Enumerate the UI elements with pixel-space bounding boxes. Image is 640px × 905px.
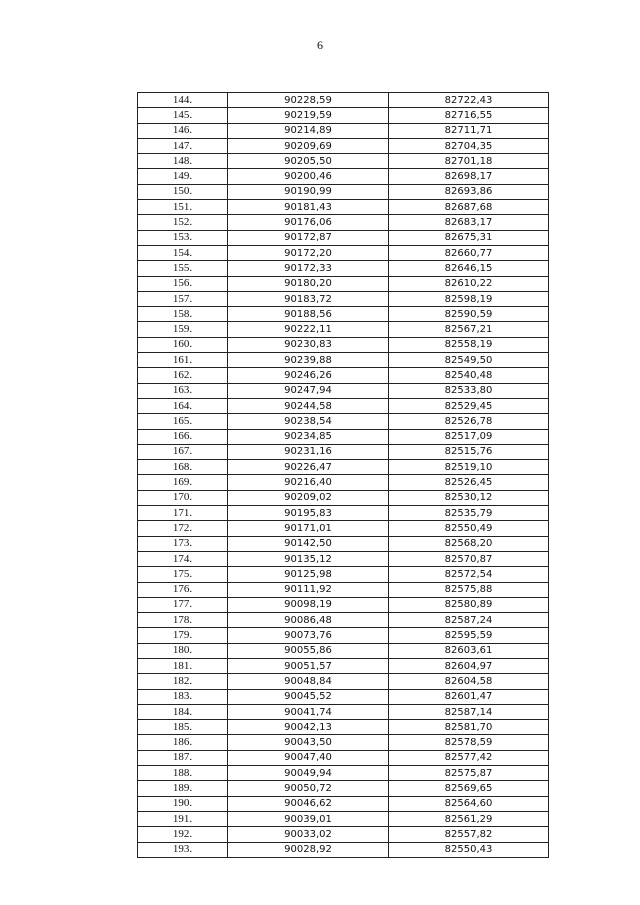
point-number-cell: 187. [138, 750, 228, 765]
y-coordinate-cell: 82646,15 [389, 261, 549, 276]
y-coordinate-cell: 82568,20 [389, 536, 549, 551]
point-number-cell: 150. [138, 184, 228, 199]
y-coordinate-cell: 82549,50 [389, 353, 549, 368]
table-row [138, 704, 549, 719]
point-number-cell: 145. [138, 108, 228, 123]
point-number-cell: 167. [138, 444, 228, 459]
point-number-cell: 162. [138, 368, 228, 383]
point-number-cell: 175. [138, 567, 228, 582]
point-number-cell: 181. [138, 658, 228, 673]
table-row [138, 781, 549, 796]
table-row [138, 215, 549, 230]
table-row [138, 613, 549, 628]
x-coordinate-cell: 90045,52 [228, 689, 389, 704]
point-number-cell: 191. [138, 811, 228, 826]
x-coordinate-cell: 90049,94 [228, 766, 389, 781]
x-coordinate-cell: 90172,20 [228, 245, 389, 260]
y-coordinate-cell: 82704,35 [389, 138, 549, 153]
table-row [138, 475, 549, 490]
point-number-cell: 176. [138, 582, 228, 597]
y-coordinate-cell: 82716,55 [389, 108, 549, 123]
y-coordinate-cell: 82595,59 [389, 628, 549, 643]
x-coordinate-cell: 90039,01 [228, 811, 389, 826]
point-number-cell: 161. [138, 353, 228, 368]
y-coordinate-cell: 82577,42 [389, 750, 549, 765]
x-coordinate-cell: 90142,50 [228, 536, 389, 551]
x-coordinate-cell: 90172,87 [228, 230, 389, 245]
x-coordinate-cell: 90125,98 [228, 567, 389, 582]
table-row [138, 322, 549, 337]
table-row [138, 230, 549, 245]
y-coordinate-cell: 82519,10 [389, 460, 549, 475]
table-row [138, 796, 549, 811]
point-number-cell: 164. [138, 398, 228, 413]
table-row [138, 551, 549, 566]
x-coordinate-cell: 90209,02 [228, 490, 389, 505]
point-number-cell: 192. [138, 827, 228, 842]
x-coordinate-cell: 90073,76 [228, 628, 389, 643]
coordinates-table [137, 92, 549, 858]
x-coordinate-cell: 90219,59 [228, 108, 389, 123]
point-number-cell: 173. [138, 536, 228, 551]
table-row [138, 307, 549, 322]
table-row [138, 811, 549, 826]
table-row [138, 353, 549, 368]
table-row [138, 93, 549, 108]
point-number-cell: 169. [138, 475, 228, 490]
point-number-cell: 151. [138, 200, 228, 215]
point-number-cell: 186. [138, 735, 228, 750]
x-coordinate-cell: 90247,94 [228, 383, 389, 398]
point-number-cell: 193. [138, 842, 228, 857]
x-coordinate-cell: 90238,54 [228, 414, 389, 429]
point-number-cell: 190. [138, 796, 228, 811]
x-coordinate-cell: 90047,40 [228, 750, 389, 765]
y-coordinate-cell: 82567,21 [389, 322, 549, 337]
point-number-cell: 148. [138, 154, 228, 169]
y-coordinate-cell: 82570,87 [389, 551, 549, 566]
table-row [138, 429, 549, 444]
table-row [138, 368, 549, 383]
y-coordinate-cell: 82533,80 [389, 383, 549, 398]
x-coordinate-cell: 90050,72 [228, 781, 389, 796]
y-coordinate-cell: 82526,45 [389, 475, 549, 490]
y-coordinate-cell: 82530,12 [389, 490, 549, 505]
y-coordinate-cell: 82558,19 [389, 337, 549, 352]
y-coordinate-cell: 82587,14 [389, 704, 549, 719]
point-number-cell: 154. [138, 245, 228, 260]
table-row [138, 291, 549, 306]
point-number-cell: 144. [138, 93, 228, 108]
y-coordinate-cell: 82581,70 [389, 720, 549, 735]
point-number-cell: 179. [138, 628, 228, 643]
x-coordinate-cell: 90195,83 [228, 506, 389, 521]
y-coordinate-cell: 82590,59 [389, 307, 549, 322]
table-row [138, 674, 549, 689]
x-coordinate-cell: 90230,83 [228, 337, 389, 352]
table-row [138, 245, 549, 260]
y-coordinate-cell: 82515,76 [389, 444, 549, 459]
y-coordinate-cell: 82722,43 [389, 93, 549, 108]
point-number-cell: 146. [138, 123, 228, 138]
table-row [138, 398, 549, 413]
table-row [138, 766, 549, 781]
y-coordinate-cell: 82575,88 [389, 582, 549, 597]
y-coordinate-cell: 82569,65 [389, 781, 549, 796]
x-coordinate-cell: 90205,50 [228, 154, 389, 169]
y-coordinate-cell: 82572,54 [389, 567, 549, 582]
x-coordinate-cell: 90046,62 [228, 796, 389, 811]
y-coordinate-cell: 82526,78 [389, 414, 549, 429]
table-row [138, 689, 549, 704]
table-row [138, 521, 549, 536]
point-number-cell: 178. [138, 613, 228, 628]
x-coordinate-cell: 90172,33 [228, 261, 389, 276]
x-coordinate-cell: 90183,72 [228, 291, 389, 306]
y-coordinate-cell: 82561,29 [389, 811, 549, 826]
y-coordinate-cell: 82601,47 [389, 689, 549, 704]
y-coordinate-cell: 82660,77 [389, 245, 549, 260]
x-coordinate-cell: 90181,43 [228, 200, 389, 215]
table-row [138, 567, 549, 582]
x-coordinate-cell: 90222,11 [228, 322, 389, 337]
x-coordinate-cell: 90190,99 [228, 184, 389, 199]
table-row [138, 261, 549, 276]
point-number-cell: 180. [138, 643, 228, 658]
y-coordinate-cell: 82540,48 [389, 368, 549, 383]
x-coordinate-cell: 90231,16 [228, 444, 389, 459]
x-coordinate-cell: 90086,48 [228, 613, 389, 628]
table-row [138, 276, 549, 291]
y-coordinate-cell: 82550,49 [389, 521, 549, 536]
page-number: 6 [317, 38, 323, 52]
table-row [138, 444, 549, 459]
table-row [138, 720, 549, 735]
x-coordinate-cell: 90171,01 [228, 521, 389, 536]
table-row [138, 184, 549, 199]
table-row [138, 490, 549, 505]
table-row [138, 735, 549, 750]
x-coordinate-cell: 90188,56 [228, 307, 389, 322]
x-coordinate-cell: 90239,88 [228, 353, 389, 368]
y-coordinate-cell: 82575,87 [389, 766, 549, 781]
y-coordinate-cell: 82550,43 [389, 842, 549, 857]
point-number-cell: 155. [138, 261, 228, 276]
x-coordinate-cell: 90176,06 [228, 215, 389, 230]
point-number-cell: 149. [138, 169, 228, 184]
table-row [138, 337, 549, 352]
table-row [138, 383, 549, 398]
point-number-cell: 158. [138, 307, 228, 322]
table-row [138, 123, 549, 138]
x-coordinate-cell: 90180,20 [228, 276, 389, 291]
y-coordinate-cell: 82610,22 [389, 276, 549, 291]
y-coordinate-cell: 82578,59 [389, 735, 549, 750]
y-coordinate-cell: 82517,09 [389, 429, 549, 444]
x-coordinate-cell: 90051,57 [228, 658, 389, 673]
x-coordinate-cell: 90098,19 [228, 597, 389, 612]
table-row [138, 414, 549, 429]
table-row [138, 536, 549, 551]
point-number-cell: 170. [138, 490, 228, 505]
y-coordinate-cell: 82604,97 [389, 658, 549, 673]
y-coordinate-cell: 82564,60 [389, 796, 549, 811]
table-row [138, 154, 549, 169]
point-number-cell: 184. [138, 704, 228, 719]
point-number-cell: 159. [138, 322, 228, 337]
y-coordinate-cell: 82683,17 [389, 215, 549, 230]
x-coordinate-cell: 90214,89 [228, 123, 389, 138]
y-coordinate-cell: 82587,24 [389, 613, 549, 628]
x-coordinate-cell: 90216,40 [228, 475, 389, 490]
point-number-cell: 153. [138, 230, 228, 245]
x-coordinate-cell: 90028,92 [228, 842, 389, 857]
coordinates-table-body [138, 93, 549, 858]
y-coordinate-cell: 82598,19 [389, 291, 549, 306]
x-coordinate-cell: 90209,69 [228, 138, 389, 153]
y-coordinate-cell: 82535,79 [389, 506, 549, 521]
point-number-cell: 177. [138, 597, 228, 612]
point-number-cell: 157. [138, 291, 228, 306]
point-number-cell: 147. [138, 138, 228, 153]
point-number-cell: 168. [138, 460, 228, 475]
y-coordinate-cell: 82693,86 [389, 184, 549, 199]
point-number-cell: 166. [138, 429, 228, 444]
y-coordinate-cell: 82529,45 [389, 398, 549, 413]
point-number-cell: 152. [138, 215, 228, 230]
y-coordinate-cell: 82687,68 [389, 200, 549, 215]
x-coordinate-cell: 90055,86 [228, 643, 389, 658]
x-coordinate-cell: 90033,02 [228, 827, 389, 842]
y-coordinate-cell: 82557,82 [389, 827, 549, 842]
table-row [138, 658, 549, 673]
point-number-cell: 163. [138, 383, 228, 398]
point-number-cell: 160. [138, 337, 228, 352]
point-number-cell: 183. [138, 689, 228, 704]
table-row [138, 582, 549, 597]
table-row [138, 108, 549, 123]
table-row [138, 827, 549, 842]
x-coordinate-cell: 90200,46 [228, 169, 389, 184]
x-coordinate-cell: 90043,50 [228, 735, 389, 750]
table-row [138, 597, 549, 612]
table-row [138, 138, 549, 153]
table-row [138, 842, 549, 857]
table-row [138, 169, 549, 184]
point-number-cell: 174. [138, 551, 228, 566]
table-row [138, 750, 549, 765]
y-coordinate-cell: 82675,31 [389, 230, 549, 245]
x-coordinate-cell: 90234,85 [228, 429, 389, 444]
x-coordinate-cell: 90048,84 [228, 674, 389, 689]
table-row [138, 200, 549, 215]
x-coordinate-cell: 90244,58 [228, 398, 389, 413]
y-coordinate-cell: 82603,61 [389, 643, 549, 658]
y-coordinate-cell: 82698,17 [389, 169, 549, 184]
x-coordinate-cell: 90226,47 [228, 460, 389, 475]
point-number-cell: 156. [138, 276, 228, 291]
point-number-cell: 188. [138, 766, 228, 781]
x-coordinate-cell: 90042,13 [228, 720, 389, 735]
point-number-cell: 172. [138, 521, 228, 536]
x-coordinate-cell: 90111,92 [228, 582, 389, 597]
table-row [138, 643, 549, 658]
x-coordinate-cell: 90246,26 [228, 368, 389, 383]
y-coordinate-cell: 82711,71 [389, 123, 549, 138]
point-number-cell: 182. [138, 674, 228, 689]
table-row [138, 506, 549, 521]
table-row [138, 628, 549, 643]
point-number-cell: 171. [138, 506, 228, 521]
x-coordinate-cell: 90041,74 [228, 704, 389, 719]
x-coordinate-cell: 90228,59 [228, 93, 389, 108]
y-coordinate-cell: 82604,58 [389, 674, 549, 689]
table-row [138, 460, 549, 475]
point-number-cell: 165. [138, 414, 228, 429]
point-number-cell: 185. [138, 720, 228, 735]
y-coordinate-cell: 82580,89 [389, 597, 549, 612]
y-coordinate-cell: 82701,18 [389, 154, 549, 169]
x-coordinate-cell: 90135,12 [228, 551, 389, 566]
point-number-cell: 189. [138, 781, 228, 796]
